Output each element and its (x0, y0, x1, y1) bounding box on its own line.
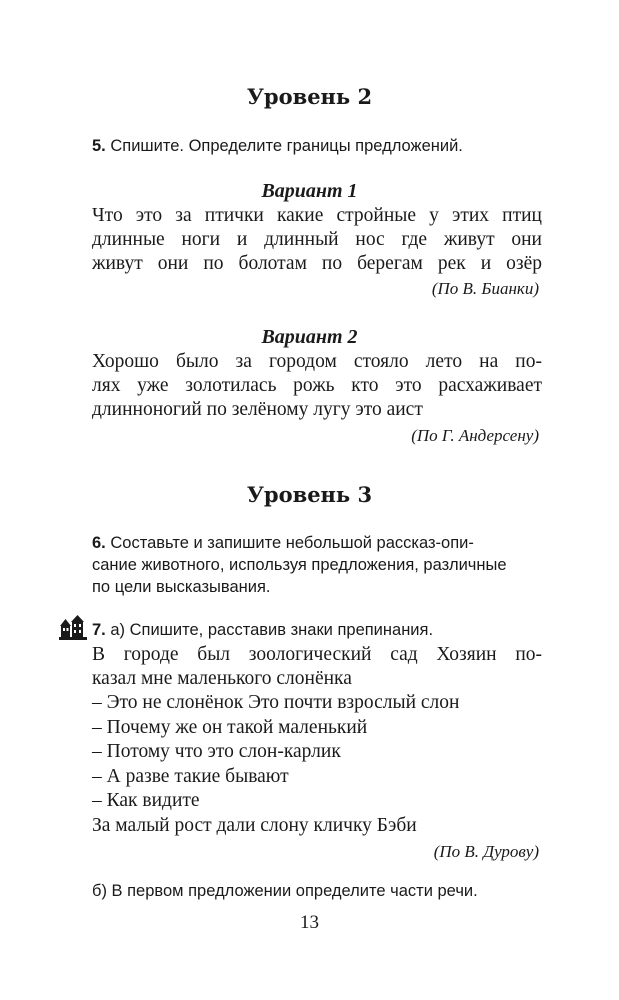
dialog-line: – Почему же он такой маленький (92, 716, 368, 738)
task-7-author: (По В. Дурову) (433, 842, 539, 861)
task-5-text: Спишите. Определите границы предложений. (110, 137, 463, 155)
variant-1-author: (По В. Бианки) (431, 279, 539, 298)
dialog-line: – Как видите (92, 790, 200, 811)
task-6-number: 6. (92, 534, 106, 552)
task-6 (92, 532, 547, 598)
variant-1-line: Что это за птички какие стройные у этих птиц (92, 205, 542, 226)
variant-2-author: (По Г. Андерсену) (411, 426, 539, 445)
variant-2-line: Хорошо было за городом стояло лето на по- (92, 351, 542, 372)
variant-2-line: длинноногий по зелёному лугу это аист (92, 399, 423, 420)
page-number: 13 (300, 912, 319, 933)
task-7-line: казал мне маленького слонёнка (92, 668, 352, 689)
variant-1-title: Вариант 1 (261, 180, 358, 202)
variant-1-line: длинные ноги и длинный нос где живут они (92, 229, 542, 250)
variant-1-text (92, 204, 542, 276)
variant-2-line: лях уже золотилась рожь кто это расхаживает (92, 375, 542, 396)
dialog-line: За малый рост дали слону кличку Бэби (92, 814, 417, 836)
variant-2-title: Вариант 2 (261, 326, 358, 348)
task-5 (92, 135, 542, 157)
task-6-line: сание животного, используя предложения, различные (92, 556, 507, 574)
task-6-line: Составьте и запишите небольшой рассказ-опи- (110, 534, 474, 552)
task-7 (92, 619, 542, 641)
variant-1-line: живут они по болотам по берегам рек и озёр (92, 253, 542, 274)
task-7-dialog (92, 691, 542, 838)
level-3-heading: Уровень 3 (246, 482, 373, 507)
task-5-number: 5. (92, 137, 106, 155)
task-6-line: по цели высказывания. (92, 578, 271, 596)
task-7-text: а) Спишите, расставив знаки препинания. (110, 621, 434, 639)
dialog-line: – Потому что это слон-карлик (92, 741, 341, 762)
home-task-icon (58, 615, 88, 641)
dialog-line: – Это не слонёнок Это почти взрослый слон (92, 692, 460, 713)
variant-2-text (92, 350, 542, 422)
level-2-heading: Уровень 2 (246, 84, 373, 109)
task-7-line: В городе был зоологический сад Хозяин по- (92, 644, 542, 665)
task-7-part-b: б) В первом предложении определите части речи. (92, 882, 478, 900)
dialog-line: – А разве такие бывают (92, 765, 289, 787)
task-7-text-block (92, 643, 542, 691)
task-7-number: 7. (92, 621, 106, 639)
